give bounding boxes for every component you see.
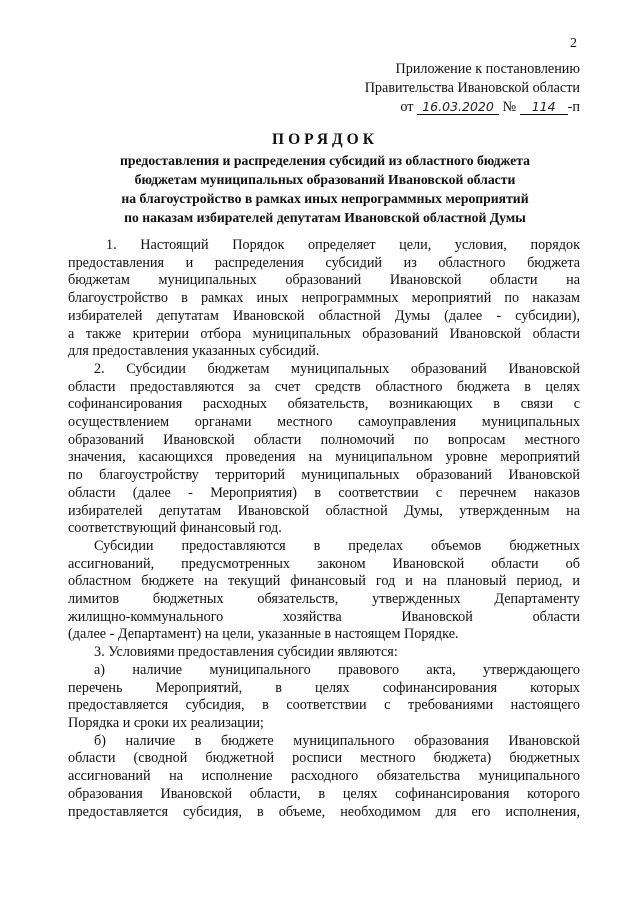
- text-line: областном бюджете на текущий финансовый год и на плановый период, и: [68, 573, 580, 590]
- paragraph-4: [68, 644, 580, 662]
- document-body: [68, 237, 580, 821]
- text-line: избирателей депутатам Ивановской областной Думы, утвержденным на: [68, 502, 580, 519]
- text-line: ассигнований, предусмотренных законом Ивановской области об: [68, 555, 580, 572]
- document-subtitle: [70, 151, 580, 227]
- text-line: ассигнований на исполнение расходного обязательства муниципального: [68, 768, 580, 785]
- text-line: 1. Настоящий Порядок определяет цели, условия, порядок: [106, 237, 580, 253]
- appendix-line-3: [330, 98, 580, 117]
- text-line: области предоставляются за счет средств областного бюджета в целях: [68, 378, 580, 395]
- text-line: предоставления и распределения субсидий из областного бюджета: [68, 254, 580, 271]
- text-line: 2. Субсидии бюджетам муниципальных образований Ивановской: [94, 360, 580, 377]
- text-line: перечень Мероприятий, в целях софинансирования которых: [68, 679, 580, 696]
- subtitle-line: по наказам избирателей депутатам Ивановской областной Думы: [124, 210, 526, 225]
- text-line: соответствующий финансовый год.: [68, 520, 282, 537]
- subtitle-line: на благоустройство в рамках иных непрограммных мероприятий: [121, 191, 529, 206]
- text-line: избирателей депутатам Ивановской областной Думы (далее - субсидии),: [68, 307, 580, 324]
- handwritten-date: 16.03.2020: [417, 100, 499, 115]
- text-line: значения, касающихся проведения на муниципальном уровне мероприятий: [68, 449, 580, 466]
- text-line: Субсидии предоставляются в пределах объемов бюджетных: [94, 537, 580, 554]
- number-suffix: -п: [567, 99, 580, 115]
- text-line: области (сводной бюджетной росписи местного бюджета) бюджетных: [68, 750, 580, 767]
- text-line: осуществлением органами местного самоуправления муниципальных: [68, 414, 580, 431]
- text-line: по благоустройству территорий муниципальных образований Ивановской: [68, 467, 580, 484]
- subtitle-line: предоставления и распределения субсидий из областного бюджета: [120, 153, 530, 168]
- number-label: №: [502, 99, 517, 115]
- appendix-line-2: Правительства Ивановской области: [364, 80, 580, 96]
- text-line: а также критерии отбора муниципальных образований Ивановской области: [68, 325, 580, 342]
- text-line: области (далее - Мероприятия) в соответствии с перечнем наказов: [68, 484, 580, 501]
- appendix-header: [330, 60, 580, 117]
- page-number: 2: [570, 36, 577, 51]
- document-title: ПОРЯДОК: [272, 131, 378, 148]
- text-line: (далее - Департамент) на цели, указанные в настоящем Порядке.: [68, 626, 459, 643]
- text-line: образований Ивановской области полномочий по вопросам местного: [68, 431, 580, 448]
- text-line: софинансирования расходных обязательств, возникающих в связи с: [68, 396, 580, 413]
- text-line: благоустройство в рамках иных непрограммных мероприятий по наказам: [68, 290, 580, 307]
- paragraph-3: [68, 538, 580, 644]
- paragraph-5: [68, 662, 580, 733]
- text-line: жилищно-коммунального хозяйства Ивановской области: [68, 608, 580, 625]
- text-line: бюджетам муниципальных образований Ивановской области на: [68, 272, 580, 289]
- text-line: предоставляется субсидия, в объеме, необходимом для его исполнения,: [68, 803, 580, 820]
- text-line: 3. Условиями предоставления субсидии являются:: [94, 644, 398, 661]
- text-line: Порядка и сроки их реализации;: [68, 714, 264, 731]
- appendix-line-1: Приложение к постановлению: [395, 61, 580, 77]
- text-line: б) наличие в бюджете муниципального образования Ивановской: [94, 732, 580, 749]
- handwritten-number: 114: [520, 100, 568, 115]
- text-line: а) наличие муниципального правового акта, утверждающего: [94, 661, 580, 678]
- text-line: лимитов бюджетных обязательств, утвержденных Департаменту: [68, 591, 580, 608]
- subtitle-line: бюджетам муниципальных образований Ивановской области: [134, 172, 516, 187]
- text-line: предоставляется субсидия, в соответствии с требованиями настоящего: [68, 697, 580, 714]
- paragraph-6: [68, 733, 580, 822]
- from-label: от: [400, 99, 414, 115]
- paragraph-2: [68, 361, 580, 538]
- text-line: для предоставления указанных субсидий.: [68, 343, 320, 360]
- paragraph-1: [68, 237, 580, 361]
- text-line: образования Ивановской области, в целях софинансирования которого: [68, 785, 580, 802]
